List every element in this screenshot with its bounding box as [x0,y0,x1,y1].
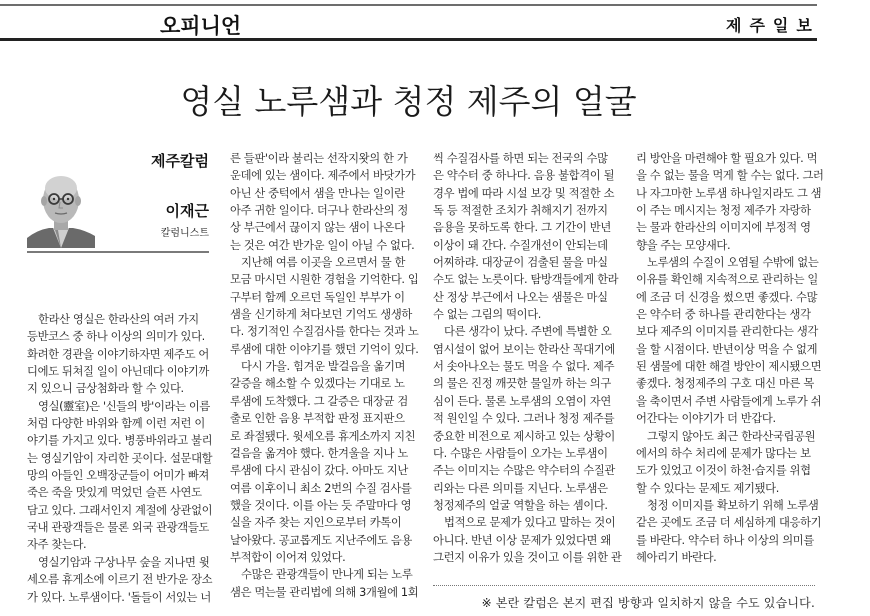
text-line: 야기를 가지고 있다. 병풍바위라고 불리 [27,434,213,448]
text-line: 한라산 영실은 한라산의 여러 가지 [38,313,199,326]
text-line: 국내 관광객들은 물론 외국 관광객들도 [27,521,209,535]
text-line: 영실(靈室)은 '신들의 방'이라는 이름 [38,399,210,413]
text-line: 부적합이 이어져 있었다. [230,550,346,564]
text-line: 적 원인일 수 있다. 그러나 청정 제주를 [433,412,615,426]
text-line: 지난해 여름 이곳을 오르면서 물 한 [241,256,406,270]
text-line: 염시설이 없어 보이는 한라산 꼭대기에 [433,342,615,356]
text-line: 을 축이면서 주변 사람들에게 노루가 쉬 [636,394,822,408]
text-line: 심이 든다. 물론 노루샘의 오염이 자연 [433,394,611,408]
text-line: 을 수 없는 물을 먹게 할 수는 없다. 그러 [636,169,824,183]
text-line: 음용을 못하도록 한다. 그 기간이 반년 [433,221,611,235]
article-column-2 [230,150,420,601]
text-line: 좋겠다. 청정제주의 구호 대신 마른 목 [636,377,814,391]
text-line: 같은 곳에도 조금 더 세심하게 대응하기 [636,516,822,530]
text-line: 향을 주는 모양새다. [636,238,731,252]
text-line: 이유를 확인해 지속적으로 관리하는 일 [636,273,818,287]
text-line: 할 수 있다는 문제도 제기됐다. [636,481,779,495]
text-line: 실을 자주 찾는 지인으로부터 카톡이 [230,516,402,530]
text-line: 갈증을 해소할 수 있겠다는 기대로 노 [230,377,405,391]
text-line: 이상이 돼 간다. 수질개선이 안되는데 [433,238,608,252]
column-name: 제주칼럼 [151,152,209,170]
text-line: 을 할 시점이다. 반년이상 먹을 수 없게 [636,342,818,356]
text-line: 걸음을 옮겨야 했다. 한겨울을 지나 노 [230,446,408,460]
text-line: 독 등 적절한 조치가 취해지기 전까지 [433,204,608,218]
byline-rule [27,251,209,253]
text-line: 구부터 함께 오르던 독일인 부부가 이 [230,290,405,304]
text-line: 경우 법에 따라 시설 보강 및 적절한 소 [433,186,615,200]
text-line: 리 방안을 마련해야 할 필요가 있다. 먹 [636,152,818,165]
text-line: 나 자그마한 노루샘 하나일지라도 그 샘 [636,186,822,200]
text-line: 루샘에 도착했다. 그 갈증은 대장균 검 [230,394,408,408]
text-line: 담고 있다. 그래서인지 계절에 상관없이 [27,503,213,517]
text-line: 의 물은 진정 깨끗한 물일까 하는 의구 [433,377,611,391]
text-line: 아주 귀한 일이다. 더구나 한라산의 정 [230,204,408,218]
text-line: 날아왔다. 공교롭게도 지난주에도 음용 [230,533,412,547]
text-line: 은 약수터 중 하나를 관리한다는 생각 [636,308,811,322]
text-line: 처럼 다양한 바위와 함께 이런 저런 이 [27,417,205,431]
text-line: 청정 이미지를 확보하기 위해 노루샘 [647,498,819,512]
text-line: 를 바란다. 약수터 하나 이상의 의미를 [636,533,814,547]
text-line: 는 물과 한라산의 이미지에 부정적 영 [636,221,811,235]
text-line: 상 부근에서 끊이지 않는 샘이 나온다 [230,221,405,235]
section-label: 오피니언 [160,14,242,38]
text-line: 수많은 관광객들이 만나게 되는 노루 [241,568,413,582]
text-line: 세오름 휴게소에 이르기 전 반가운 장소 [27,573,213,587]
text-line: 망의 아들인 오백장군들이 어미가 빠져 [27,469,209,483]
text-line: 영실기암과 구상나무 숲을 지나면 윗 [38,555,210,569]
text-line: 그런지 이유가 있을 것이고 이를 위한 관 [433,550,622,564]
text-line: 아닌 산 중턱에서 샘을 만나는 일이란 [230,186,405,200]
text-line: 에서의 하수 처리에 문제가 많다는 보 [636,446,811,460]
text-line: 다른 생각이 났다. 주변에 특별한 오 [444,325,612,339]
text-line: 했을 것이다. 이를 아는 듯 주말마다 영 [230,498,412,512]
author-portrait-icon [27,168,95,248]
text-line: 운데에 있는 샘이다. 제주에서 바닷가가 [230,169,416,183]
text-line: 된 샘물에 대한 해결 방안이 제시됐으면 [636,360,822,374]
text-line: 다시 가을. 힘겨운 발걸음을 옮기며 [241,360,406,374]
editorial-disclaimer: ※ 본란 칼럼은 본지 편집 방향과 일치하지 않을 수도 있습니다. [481,596,815,610]
text-line: 도가 있었고 이것이 하천·습지를 위협 [636,464,811,478]
text-line: 어간다는 이야기가 더 반갑다. [636,412,776,426]
text-line: 리와는 다른 의미를 지닌다. 노루샘은 [433,481,608,495]
text-line: 어찌하랴. 대장균이 검출된 물을 마실 [433,256,608,270]
text-line: 헤아리기 바란다. [636,550,717,564]
text-line: 샘은 먹는물 관리법에 의해 3개월에 1회 [230,585,419,599]
newspaper-name: 제주일보 [726,16,820,35]
article-column-4 [636,150,826,566]
text-line: 다. 수많은 사람들이 오가는 노루샘이 [433,446,608,460]
text-line: 루샘에 대한 이야기를 했던 기억이 있다. [230,342,419,356]
text-line: 서 솟아나오는 물도 먹을 수 없다. 제주 [433,360,615,374]
article-headline: 영실 노루샘과 청정 제주의 얼굴 [180,82,637,121]
text-line: 아니다. 반년 이상 문제가 있었다면 왜 [433,533,611,547]
article-column-1 [27,311,217,606]
text-line: 다. 정기적인 수질검사를 한다는 것과 노 [230,325,419,339]
text-line: 에 조금 더 신경을 썼으면 좋겠다. 수많 [636,290,818,304]
text-line: 보다 제주의 이미지를 관리한다는 생각 [636,325,818,339]
article-column-3 [433,150,623,566]
text-line: 죽은 죽을 맛있게 먹었던 슬픈 사연도 [27,486,202,500]
text-line: 산 정상 부근에서 나오는 샘물은 마실 [433,290,608,304]
text-line: 주는 이미지는 수많은 약수터의 수질관 [433,464,615,478]
top-rule [0,4,817,6]
text-line: 이 주는 메시지는 청정 제주가 자랑하 [636,204,811,218]
text-line: 는 것은 여간 반가운 일이 아닐 수 없다. [230,238,415,252]
text-line: 모금 마시던 시원한 경험을 기억한다. 입 [230,273,419,287]
author-role: 칼럼니스트 [160,228,209,239]
text-line: 여름 이후이니 최소 2번의 수질 검사를 [230,481,412,495]
author-photo [27,168,95,248]
text-line: 수도 없는 노릇이다. 탐방객들에게 한라 [433,273,619,287]
text-line: 노루샘의 수질이 오염될 수밖에 없는 [647,256,819,270]
text-line: 가 있다. 노루샘이다. '돌들이 서있는 너 [27,590,211,604]
text-line: 로 좌절됐다. 윗세오름 휴게소까지 지친 [230,429,416,443]
text-line: 수 없는 그림의 떡이다. [433,308,542,322]
text-line: 자주 찾는다. [27,538,87,552]
text-line: 지 있으니 금상첨화라 할 수 있다. [27,382,184,396]
text-line: 등반코스 중 하나 이상의 의미가 있다. [27,330,205,344]
text-line: 은 약수터 중 하나다. 음용 불합격이 될 [433,169,615,183]
author-name: 이재근 [165,202,209,220]
text-line: 는 영실기암이 자리한 곳이다. 설문대할 [27,451,213,465]
footer-divider [433,585,815,586]
text-line: 화려한 경관을 이야기하자면 제주도 어 [27,347,209,361]
text-line: 씩 수질검사를 하면 되는 전국의 수많 [433,152,608,165]
text-line: 른 들판'이라 불리는 선작지왓의 한 가 [230,152,408,165]
text-line: 출로 인한 음용 부적합 판정 표지판으 [230,412,405,426]
text-line: 청정제주의 얼굴 역할을 하는 셈이다. [433,498,608,512]
text-line: 샘을 신기하게 쳐다보던 기억도 생생하 [230,308,412,322]
header-rule [0,38,817,41]
text-line: 디에도 뒤쳐질 일이 아닌데다 이야기까 [27,365,209,379]
text-line: 루샘에 다시 관심이 갔다. 아마도 지난 [230,464,408,478]
text-line: 그렇지 않아도 최근 한라산국립공원 [647,429,816,443]
text-line: 법적으로 문제가 있다고 말하는 것이 [444,516,616,530]
text-line: 중요한 비전으로 제시하고 있는 상황이 [433,429,615,443]
